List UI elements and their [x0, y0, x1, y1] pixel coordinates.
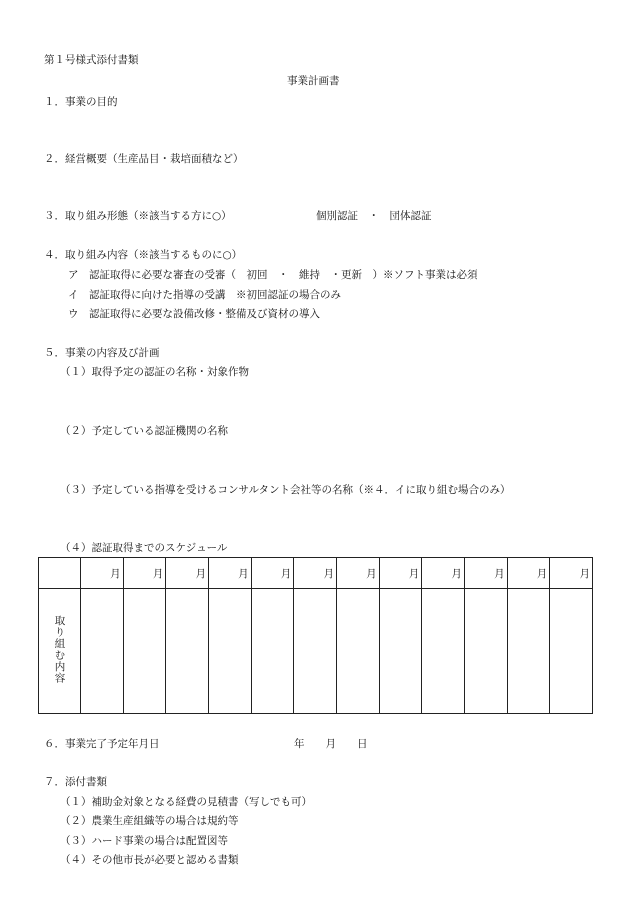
- section-7-item-2: （２）農業生産組織等の場合は規約等: [60, 815, 239, 827]
- schedule-cell: [422, 589, 465, 714]
- section-6-heading: ６．事業完了予定年月日: [44, 738, 160, 750]
- schedule-month-header: 月: [336, 558, 379, 589]
- section-7-heading: ７．添付書類: [44, 776, 107, 788]
- schedule-month-header: 月: [507, 558, 550, 589]
- schedule-cell: [379, 589, 422, 714]
- schedule-cell: [81, 589, 124, 714]
- schedule-month-header: 月: [464, 558, 507, 589]
- schedule-month-header: 月: [379, 558, 422, 589]
- section-2-heading: ２．経営概要（生産品目・栽培面積など）: [44, 153, 244, 165]
- schedule-month-header: 月: [208, 558, 251, 589]
- section-4-item-i: イ 認証取得に向けた指導の受講 ※初回認証の場合のみ: [68, 289, 341, 301]
- schedule-cell: [208, 589, 251, 714]
- section-1-heading: １．事業の目的: [44, 96, 118, 108]
- schedule-cell: [464, 589, 507, 714]
- schedule-month-header: 月: [81, 558, 124, 589]
- schedule-month-header: 月: [294, 558, 337, 589]
- schedule-table: [38, 557, 593, 714]
- schedule-corner-cell: [39, 558, 81, 589]
- section-4-item-a: ア 認証取得に必要な審査の受審（ 初回 ・ 維持 ・更新 ）※ソフト事業は必須: [68, 269, 478, 281]
- section-4-heading: ４．取り組み内容（※該当するものに○）: [44, 249, 243, 261]
- schedule-cell: [294, 589, 337, 714]
- section-5-sub-3: （３）予定している指導を受けるコンサルタント会社等の名称（※４．イに取り組む場合のみ）: [60, 484, 511, 496]
- schedule-row-label: 取り組む内容: [53, 615, 66, 684]
- section-6-date: 年 月 日: [294, 738, 368, 750]
- section-7-item-3: （３）ハード事業の場合は配置図等: [60, 835, 228, 847]
- schedule-cell: [550, 589, 593, 714]
- section-3-heading: ３．取り組み形態（※該当する方に○）: [44, 210, 232, 222]
- schedule-month-header: 月: [123, 558, 166, 589]
- schedule-body-row: [39, 589, 593, 714]
- schedule-month-header: 月: [422, 558, 465, 589]
- section-5-heading: ５．事業の内容及び計画: [44, 347, 160, 359]
- section-7-item-4: （４）その他市長が必要と認める書類: [60, 854, 239, 866]
- section-3-options: 個別認証 ・ 団体認証: [316, 210, 432, 222]
- schedule-cell: [251, 589, 294, 714]
- form-label: 第１号様式添付書類: [44, 54, 139, 66]
- section-5-sub-1: （１）取得予定の認証の名称・対象作物: [60, 366, 249, 378]
- schedule-cell: [123, 589, 166, 714]
- section-5-sub-4: （４）認証取得までのスケジュール: [60, 542, 228, 554]
- schedule-header-row: [39, 558, 593, 589]
- schedule-month-header: 月: [251, 558, 294, 589]
- schedule-month-header: 月: [550, 558, 593, 589]
- section-4-item-u: ウ 認証取得に必要な設備改修・整備及び資材の導入: [68, 308, 320, 320]
- schedule-cell: [336, 589, 379, 714]
- schedule-month-header: 月: [166, 558, 209, 589]
- section-7-item-1: （１）補助金対象となる経費の見積書（写しでも可）: [60, 796, 312, 808]
- schedule-cell: [166, 589, 209, 714]
- section-5-sub-2: （２）予定している認証機関の名称: [60, 425, 228, 437]
- schedule-row-label-cell: [39, 589, 81, 714]
- schedule-cell: [507, 589, 550, 714]
- page-title: 事業計画書: [287, 75, 340, 87]
